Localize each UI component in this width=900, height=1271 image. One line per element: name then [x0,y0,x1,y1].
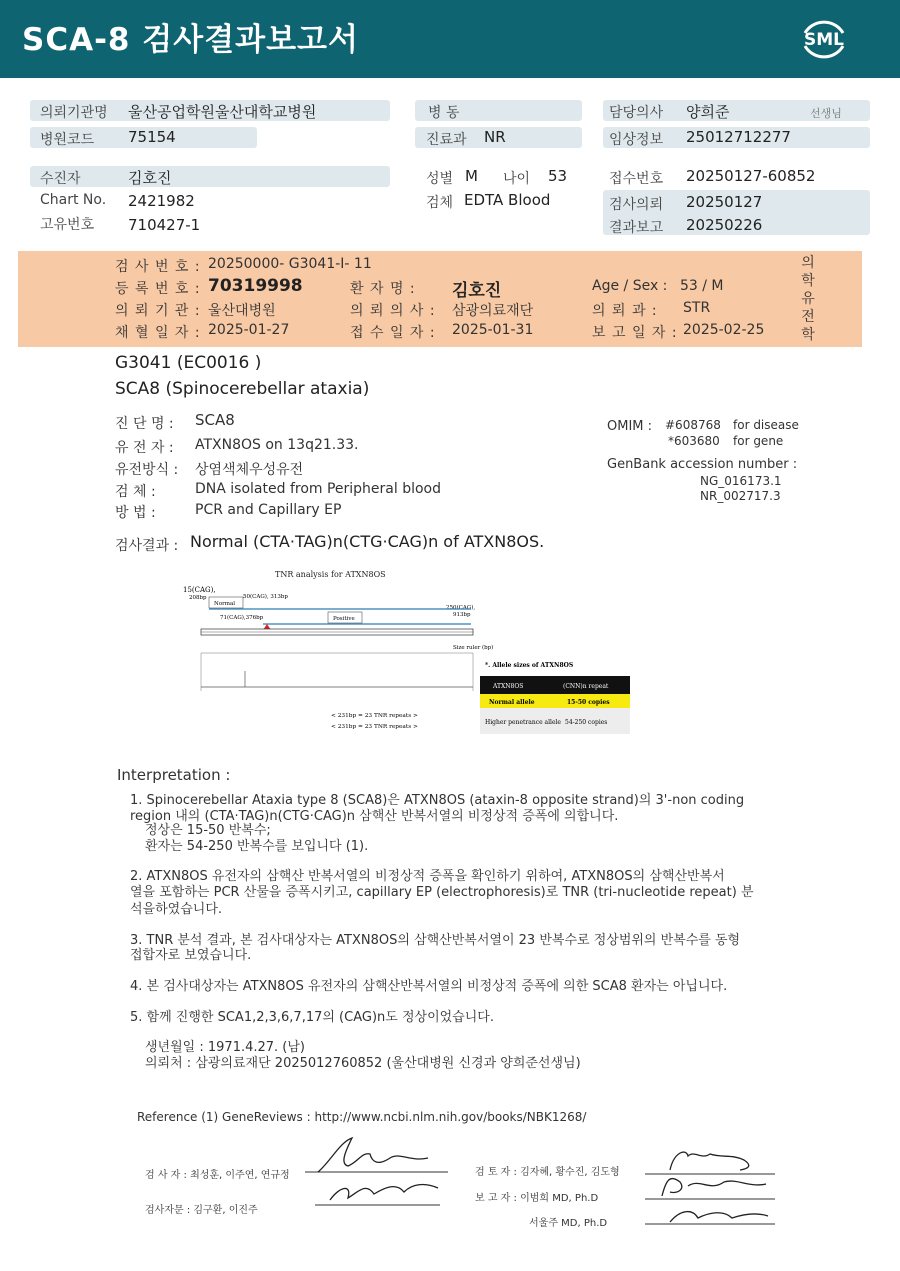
doctor-suffix: 선생님 [810,107,842,120]
result: Normal (CTA·TAG)n(CTG·CAG)n of ATXN8OS. [190,532,545,551]
band-patient-label: 환 자 명 : [350,281,416,297]
interp-p2-line2: 열을 포함하는 PCR 산물을 증폭시키고, capillary EP (electrophoresis)로 TNR (tri-nucleotide repeat) 분 [130,885,754,900]
band-req-org: 울산대병원 [208,303,276,319]
requester-org: 울산공업학원울산대학교병원 [128,103,317,121]
hospital-code: 75154 [128,128,176,146]
hospital-code-label: 병원코드 [40,132,95,148]
receipt-no-label: 접수번호 [609,171,664,187]
repeat-note-2: < 231bp = 23 TNR repeats > [331,724,418,730]
inheritance: 상염색체우성유전 [195,462,304,478]
interp-p5: 5. 함께 진행한 SCA1,2,3,6,7,17의 (CAG)n도 정상이었습니다. [130,1010,494,1025]
band-collect-date: 2025-01-27 [208,322,290,338]
tnr-figure [183,565,633,740]
normal-label: Normal [214,601,236,607]
method: PCR and Capillary EP [195,502,342,518]
interp-p1-line3: 정상은 15-50 반복수; [145,823,271,838]
specimen-method-label: 검 체 : [115,484,156,500]
interp-p2-line1: 2. ATXN8OS 유전자의 삼핵산 반복서열의 비정상적 증폭을 확인하기 위하여, ATXN8OS의 삼핵산반복서 [130,869,725,884]
positive-label: Positive [333,616,355,622]
specimen: EDTA Blood [464,191,551,209]
label-50cag: 50(CAG), 313bp [243,594,288,600]
band-report-date-label: 보 고 일 자 : [592,325,678,341]
omim-disease: #608768 [665,418,721,432]
interp-p1-line4: 환자는 54-250 반복수를 보입니다 (1). [145,839,369,854]
signature-3 [670,1152,749,1170]
band-test-no: 20250000- G3041-I- 11 [208,256,372,272]
result-label: 검사결과 : [115,538,179,554]
unique-no-label: 고유번호 [40,217,95,233]
interp-p4: 4. 본 검사대상자는 ATXN8OS 유전자의 삼핵산반복서열의 비정상적 증폭에 의한 SCA8 환자는 아닙니다. [130,979,728,994]
band-req-dept-label: 의 뢰 과 : [592,303,658,319]
age: 53 [548,167,568,185]
test-request-label: 검사의뢰 [609,197,664,213]
band-report-date: 2025-02-25 [683,322,765,338]
result-report: 20250226 [686,216,763,234]
repeat-note-1: < 231bp = 23 TNR repeats > [331,713,418,719]
doctor: 양희준 [686,103,730,121]
reviewer: 검 토 자 : 김자혜, 황수진, 김도형 [475,1167,620,1178]
clinical-info-label: 임상정보 [609,132,664,148]
band-vertical-text: 의 학 유 전 학 [801,255,815,343]
interp-p1-line1: 1. Spinocerebellar Ataxia type 8 (SCA8)은 ATXN8OS (ataxin-8 opposite strand)의 3'-non coding [130,793,745,808]
receipt-no: 20250127-60852 [686,167,816,185]
test-code: G3041 (EC0016 ) [115,353,262,373]
omim-gene-note: for gene [733,434,784,448]
band-receive-date: 2025-01-31 [452,322,534,338]
examiner: 검 사 자 : 최성훈, 이주연, 연규정 [145,1170,290,1181]
inheritance-label: 유전방식 : [115,462,179,478]
report-specimen: DNA isolated from Peripheral blood [195,481,442,497]
size-ruler-label: Size ruler (bp) [453,645,494,651]
allele-table-title: *. Allele sizes of ATXN8OS [485,662,574,669]
figure-title: TNR analysis for ATXN8OS [275,570,386,579]
table-header-2: (CNN)n repeat [563,683,609,690]
chart-no-label: Chart No. [40,192,107,208]
unique-no: 710427-1 [128,216,201,234]
genbank-label: GenBank accession number : [607,457,798,472]
logo-text: SML [804,30,844,50]
signature-2 [330,1185,438,1200]
genbank-1: NG_016173.1 [700,474,782,488]
band-reg-no-label: 등 록 번 호 : [115,281,201,297]
patient-name: 김호진 [128,169,172,187]
method-label: 방 법 : [115,505,156,521]
reporter: 보 고 자 : 이범희 MD, Ph.D [475,1193,599,1204]
band-age-sex-label: Age / Sex : [592,278,668,294]
signature-1 [318,1138,428,1172]
gene: ATXN8OS on 13q21.33. [195,437,359,453]
doctor-label: 담당의사 [609,105,664,121]
label-208bp: 208bp [189,595,207,601]
higher-allele-value: 54-250 copies [565,719,608,726]
signature-5 [670,1212,768,1222]
omim-label: OMIM : [607,419,653,434]
age-label: 나이 [503,171,531,187]
specimen-label: 검체 [426,195,454,211]
diagnosis: SCA8 [195,411,235,429]
band-patient: 김호진 [452,281,502,301]
band-reg-no: 70319998 [208,276,303,296]
department: NR [484,128,506,146]
ward-label: 병 동 [428,105,460,121]
band-req-org-label: 의 뢰 기 관 : [115,303,201,319]
interp-p3-line1: 3. TNR 분석 결과, 본 검사대상자는 ATXN8OS의 삼핵산반복서열이 23 반복수로 정상범위의 반복수를 동형 [130,933,741,948]
genbank-2: NR_002717.3 [700,489,781,503]
report-title: SCA-8 검사결과보고서 [22,22,359,58]
department-label: 진료과 [426,132,467,148]
sex-label: 성별 [426,171,454,187]
sex: M [465,167,478,185]
label-15cag: 15(CAG), [183,586,216,594]
label-250cag: 250(CAG), [446,605,476,611]
advisor: 검사자문 : 김구환, 이진주 [145,1205,258,1216]
requester-org-label: 의뢰기관명 [40,105,108,121]
label-71cag: 71(CAG),376bp [220,615,264,621]
test-request: 20250127 [686,193,763,211]
interpretation-title: Interpretation : [117,766,231,784]
signature-4 [662,1178,766,1196]
omim-gene: *603680 [668,434,720,448]
interp-p2-line3: 석을하였습니다. [130,902,223,917]
interp-p3-line2: 접합자로 보였습니다. [130,948,252,963]
normal-allele-value: 15-50 copies [567,699,610,706]
band-receive-date-label: 접 수 일 자 : [350,325,436,341]
examiner-signatures [300,1132,450,1212]
result-report-label: 결과보고 [609,220,664,236]
clinical-info: 25012712277 [686,128,791,146]
band-req-doctor: 삼광의료재단 [452,303,534,319]
reviewer-signatures [640,1138,780,1230]
patient-row [30,166,390,187]
table-header-1: ATXN8OS [493,683,524,690]
referral: 의뢰처 : 삼광의료재단 2025012760852 (울산대병원 신경과 양희준선생님) [145,1056,581,1071]
gene-label: 유 전 자 : [115,440,174,456]
reference: Reference (1) GeneReviews : http://www.ncbi.nlm.nih.gov/books/NBK1268/ [137,1110,587,1124]
reporter-2: 서울주 MD, Ph.D [529,1218,608,1229]
higher-allele-label: Higher penetrance allele [485,719,561,726]
diagnosis-label: 진 단 명 : [115,416,174,432]
patient-label: 수진자 [40,171,81,187]
band-req-doctor-label: 의 뢰 의 사 : [350,303,436,319]
band-collect-date-label: 채 혈 일 자 : [115,325,201,341]
omim-disease-note: for disease [733,418,799,432]
band-test-no-label: 검 사 번 호 : [115,259,201,275]
normal-allele-label: Normal allele [489,699,535,706]
sml-logo [796,13,852,65]
chart-no: 2421982 [128,192,195,210]
band-age-sex: 53 / M [680,278,724,294]
test-name: SCA8 (Spinocerebellar ataxia) [115,379,370,399]
band-req-dept: STR [683,300,711,316]
date-of-birth: 생년월일 : 1971.4.27. (남) [145,1040,306,1055]
label-913bp: 913bp [453,612,471,618]
interp-p1-line2: region 내의 (CTA·TAG)n(CTG·CAG)n 삼핵산 반복서열의 비정상적 증폭에 의합니다. [130,809,619,824]
